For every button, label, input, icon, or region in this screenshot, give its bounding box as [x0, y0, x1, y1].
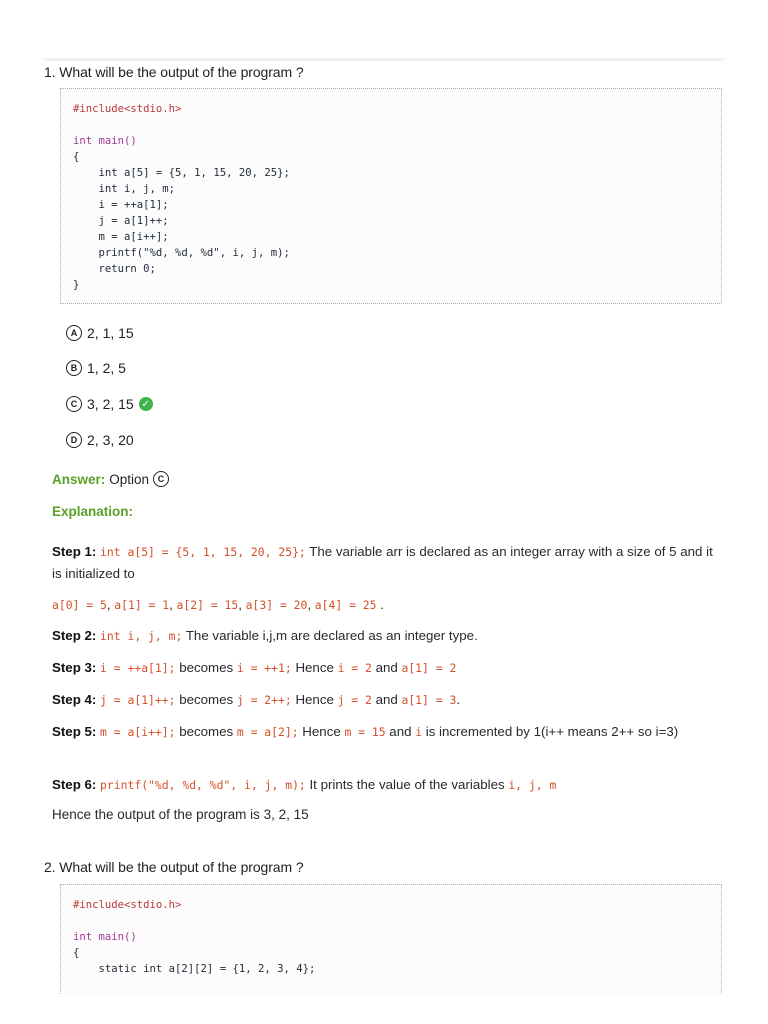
code-line: #include<stdio.h> [73, 103, 182, 115]
inline-code: a[1] = 1 [114, 598, 170, 612]
step-text: It prints the value of the variables [309, 777, 505, 792]
code-line: #include<stdio.h> [73, 899, 182, 911]
step-label: Step 2 [52, 628, 92, 643]
inline-code: int a[5] = {5, 1, 15, 20, 25}; [100, 545, 306, 559]
question-2-title: 2. What will be the output of the program ? [44, 859, 304, 875]
option-c[interactable] [66, 396, 153, 412]
option-a[interactable] [66, 325, 134, 341]
inline-code: i [415, 725, 423, 739]
code-line: return 0; [73, 263, 156, 275]
option-letter-badge: B [66, 360, 82, 376]
step-text: The variable arr is declared as an integer array with a size of 5 and it is initialized to [52, 544, 713, 581]
code-line: { [73, 151, 80, 163]
inline-code: a[4] = 25 [314, 598, 377, 612]
option-d[interactable] [66, 432, 134, 448]
code-listing [73, 101, 290, 293]
step-text: and [375, 692, 398, 707]
code-line: i = ++a[1]; [73, 199, 169, 211]
code-line: int a[5] = {5, 1, 15, 20, 25}; [73, 167, 290, 179]
step-2: Step 2: int i, j, m; The variable i,j,m are declared as an integer type. [52, 628, 478, 643]
inline-code: a[3] = 20 [245, 598, 308, 612]
inline-code: i = ++1; [236, 661, 292, 675]
inline-code: a[1] = 3 [401, 693, 457, 707]
inline-code: m = a[i++]; [100, 725, 176, 739]
checkmark-icon: ✓ [139, 397, 153, 411]
code-block-q2 [60, 884, 722, 994]
step-label: Step 4 [52, 692, 92, 707]
option-text: 2, 1, 15 [87, 325, 134, 341]
code-line: static int a[2][2] = {1, 2, 3, 4}; [73, 963, 316, 975]
inline-code: printf("%d, %d, %d", i, j, m); [100, 778, 306, 792]
inline-code: j = 2++; [236, 693, 292, 707]
code-line: j = a[1]++; [73, 215, 169, 227]
inline-code: a[1] = 2 [401, 661, 457, 675]
step-text: . [456, 692, 461, 707]
answer-text: Option [109, 471, 150, 487]
code-line: int i, j, m; [73, 183, 176, 195]
step-label: Step 5 [52, 724, 92, 739]
step-label: Step 3 [52, 660, 92, 675]
answer-letter-badge: C [153, 471, 169, 487]
inline-code: m = 15 [344, 725, 386, 739]
conclusion-text: Hence the output of the program is 3, 2, 15 [52, 807, 309, 822]
step-text: becomes [179, 692, 234, 707]
step-label: Step 6 [52, 777, 92, 792]
option-letter-badge: D [66, 432, 82, 448]
explanation-heading: Explanation: [52, 504, 134, 519]
step-5: Step 5: m = a[i++]; becomes m = a[2]; Hence m = 15 and i is incremented by 1(i++ means 2++ so i=3) [52, 724, 679, 739]
option-text: 1, 2, 5 [87, 360, 126, 376]
separator: , [106, 597, 115, 612]
step-4: Step 4: j = a[1]++; becomes j = 2++; Hence j = 2 and a[1] = 3. [52, 692, 461, 707]
code-line: m = a[i++]; [73, 231, 169, 243]
step-6: Step 6: printf("%d, %d, %d", i, j, m); It prints the value of the variables i, j, m [52, 777, 557, 792]
step-text: and [375, 660, 398, 675]
inline-code: i = 2 [337, 661, 372, 675]
step-text: Hence [302, 724, 341, 739]
step-text: is incremented by 1(i++ means 2++ so i=3) [425, 724, 679, 739]
option-text: 3, 2, 15 [87, 396, 134, 412]
inline-code: m = a[2]; [236, 725, 299, 739]
inline-code: i, j, m [508, 778, 557, 792]
separator: , [307, 597, 315, 612]
answer-line [52, 471, 169, 487]
step-label: Step 1 [52, 544, 92, 559]
code-line: int main() [73, 931, 137, 943]
option-letter-badge: C [66, 396, 82, 412]
step-text: becomes [179, 660, 234, 675]
question-1-title: 1. What will be the output of the program ? [44, 64, 304, 80]
step-text: and [389, 724, 412, 739]
code-line: int main() [73, 135, 137, 147]
inline-code: i = ++a[1]; [100, 661, 176, 675]
inline-code: j = 2 [337, 693, 372, 707]
inline-code: int i, j, m; [100, 629, 183, 643]
step-text: becomes [179, 724, 234, 739]
top-divider [44, 58, 724, 61]
step-text: The variable i,j,m are declared as an integer type. [185, 628, 478, 643]
step-text: Hence [295, 660, 334, 675]
code-line: printf("%d, %d, %d", i, j, m); [73, 247, 290, 259]
code-listing [73, 897, 315, 977]
separator: , [238, 597, 246, 612]
inline-code: a[2] = 15 [176, 598, 239, 612]
code-line: } [73, 279, 80, 291]
step-1: Step 1: int a[5] = {5, 1, 15, 20, 25}; The variable arr is declared as an integer array with a size of 5 and it is initialized to [52, 544, 713, 581]
inline-code: j = a[1]++; [100, 693, 176, 707]
code-block-q1 [60, 88, 722, 304]
answer-label: Answer: [52, 471, 106, 487]
separator: . [376, 597, 384, 612]
step-text: Hence [295, 692, 334, 707]
step-3: Step 3: i = ++a[1]; becomes i = ++1; Hence i = 2 and a[1] = 2 [52, 660, 457, 675]
option-b[interactable] [66, 360, 126, 376]
inline-code: a[0] = 5 [52, 598, 107, 612]
step-1-values [52, 594, 722, 616]
option-letter-badge: A [66, 325, 82, 341]
separator: , [169, 597, 177, 612]
code-line: { [73, 947, 80, 959]
option-text: 2, 3, 20 [87, 432, 134, 448]
